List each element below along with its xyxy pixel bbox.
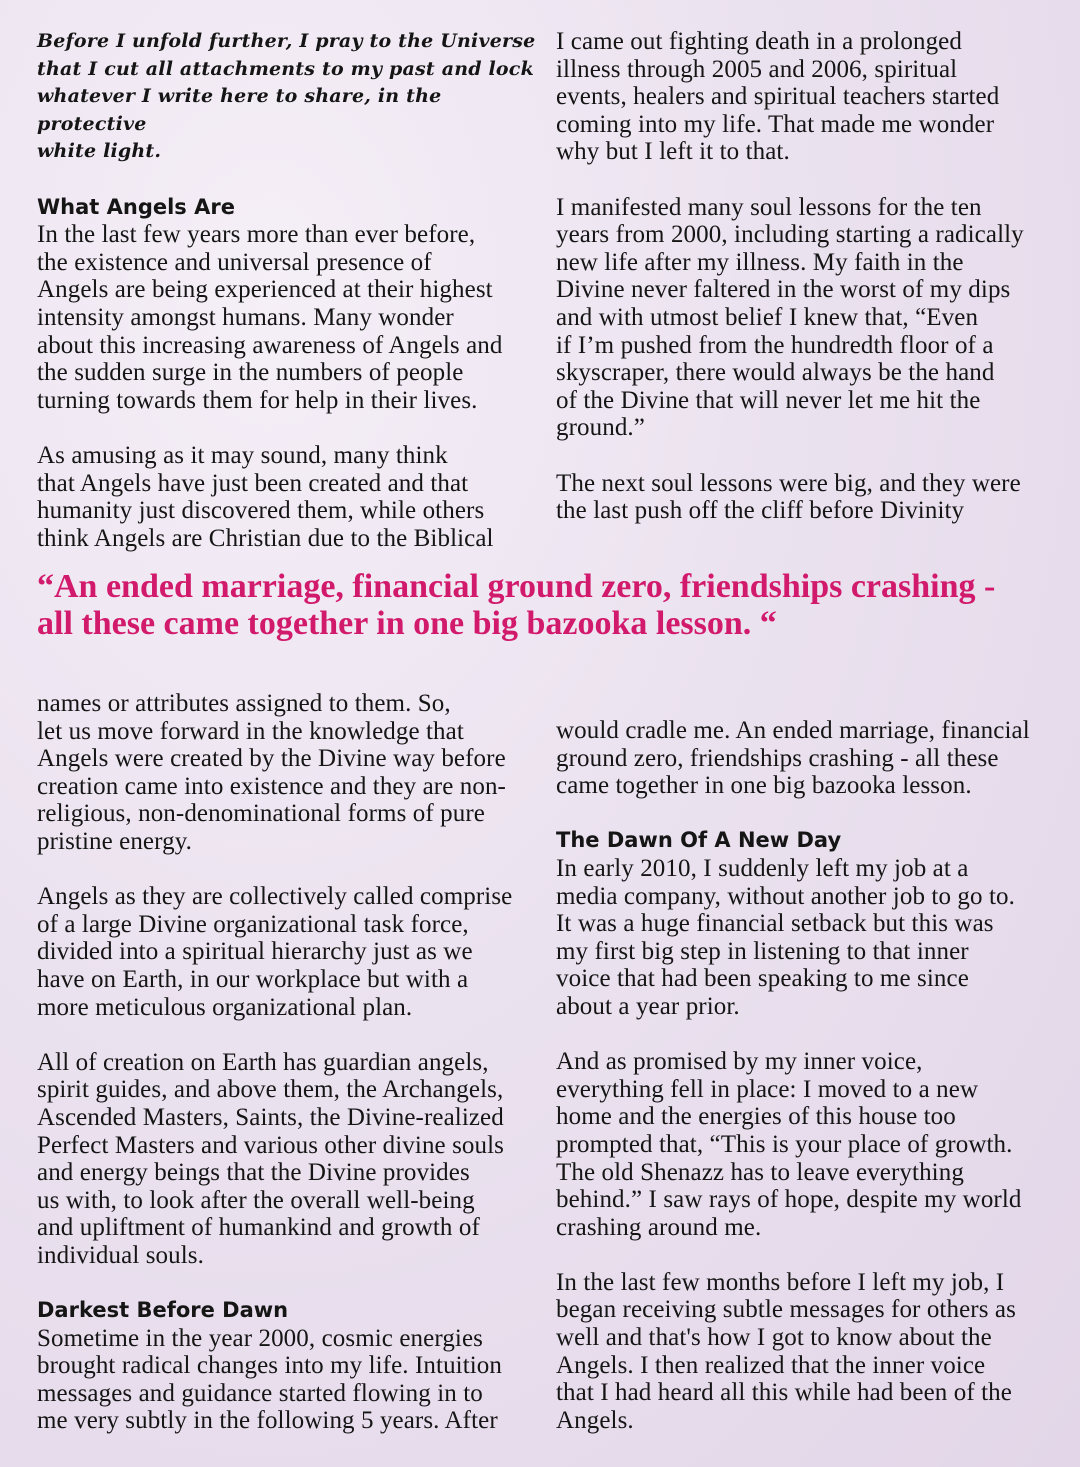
paragraph-what-angels-1: In the last few years more than ever before, the existence and universal presence of Angels are being experienced at their highest intensity amongst humans. Many wonder about this increasing awareness of Angels and the sudden surge in the numbers of people turning towards them for help in their lives. — [37, 221, 503, 414]
paragraph-what-angels-2: As amusing as it may sound, many think that Angels have just been created and that humanity just discovered them, while others think Angels are Christian due to the Biblical — [37, 441, 494, 552]
paragraph-dawn-3: In the last few months before I left my job, I began receiving subtle messages for others as well and that's how I got to know about the Angels. I then realized that the inner voice that I had heard all this while had been of the Angels. — [556, 1268, 1016, 1434]
paragraph-right-4: would cradle me. An ended marriage, financial ground zero, friendships crashing - all these came together in one big bazooka lesson. — [556, 717, 1030, 800]
paragraph-right-2: I manifested many soul lessons for the ten years from 2000, including starting a radically new life after my illness. My faith in the Divine never faltered in the worst of my dips and with utmost belief I knew that, “Even if I’m pushed from the hundredth floor of a skyscraper, there would always be the hand of the Divine that will never let me hit the ground.” — [556, 193, 1024, 442]
pull-quote: “An ended marriage, financial ground zero, friendships crashing - all these came together in one big bazooka lesson. “ — [37, 568, 996, 642]
paragraph-left-5: All of creation on Earth has guardian angels, spirit guides, and above them, the Archangels, Ascended Masters, Saints, the Divine-realized Perfect Masters and various other divine souls and energy beings that the Divine provides us with, to look after the overall well-being and upliftment of humankind and growth of individual souls. — [37, 1048, 504, 1269]
paragraph-right-1: I came out fighting death in a prolonged illness through 2005 and 2006, spiritual events, healers and spiritual teachers started coming into my life. That made me wonder why but I left it to that. — [556, 28, 1000, 166]
right-column-bottom — [556, 717, 1061, 1434]
paragraph-darkest: Sometime in the year 2000, cosmic energies brought radical changes into my life. Intuition messages and guidance started flowing in to me very subtly in the following 5 years. After — [37, 1324, 503, 1435]
heading-dawn-of-new-day: The Dawn Of A New Day — [556, 828, 842, 853]
left-column-bottom — [37, 690, 537, 1435]
paragraph-dawn-2: And as promised by my inner voice, everything fell in place: I moved to a new home and the energies of this house too prompted that, “This is your place of growth. The old Shenazz has to leave everything behind.” I saw rays of hope, despite my world crashing around me. — [556, 1048, 1022, 1241]
paragraph-right-3: The next soul lessons were big, and they were the last push off the cliff before Divinity — [556, 469, 1021, 525]
paragraph-left-3: names or attributes assigned to them. So, let us move forward in the knowledge that Angels were created by the Divine way before creation came into existence and they are non- religious, non-denominational forms of pure pristine energy. — [37, 690, 506, 855]
left-column-top — [37, 28, 537, 552]
intro-prayer: Before I unfold further, I pray to the Universe that I cut all attachments to my past and lock whatever I write here to share, in the protective white light. — [37, 30, 536, 163]
heading-darkest-before-dawn: Darkest Before Dawn — [37, 1298, 289, 1323]
heading-what-angels-are: What Angels Are — [37, 194, 235, 219]
paragraph-dawn-1: In early 2010, I suddenly left my job at a media company, without another job to go to. It was a huge financial setback but this was my first big step in listening to that inner voice that had been speaking to me since about a year prior. — [556, 854, 1015, 1020]
paragraph-left-4: Angels as they are collectively called comprise of a large Divine organizational task force, divided into a spiritual hierarchy just as we have on Earth, in our workplace but with a more meticulous organizational plan. — [37, 883, 513, 1021]
right-column-top — [556, 28, 1061, 525]
